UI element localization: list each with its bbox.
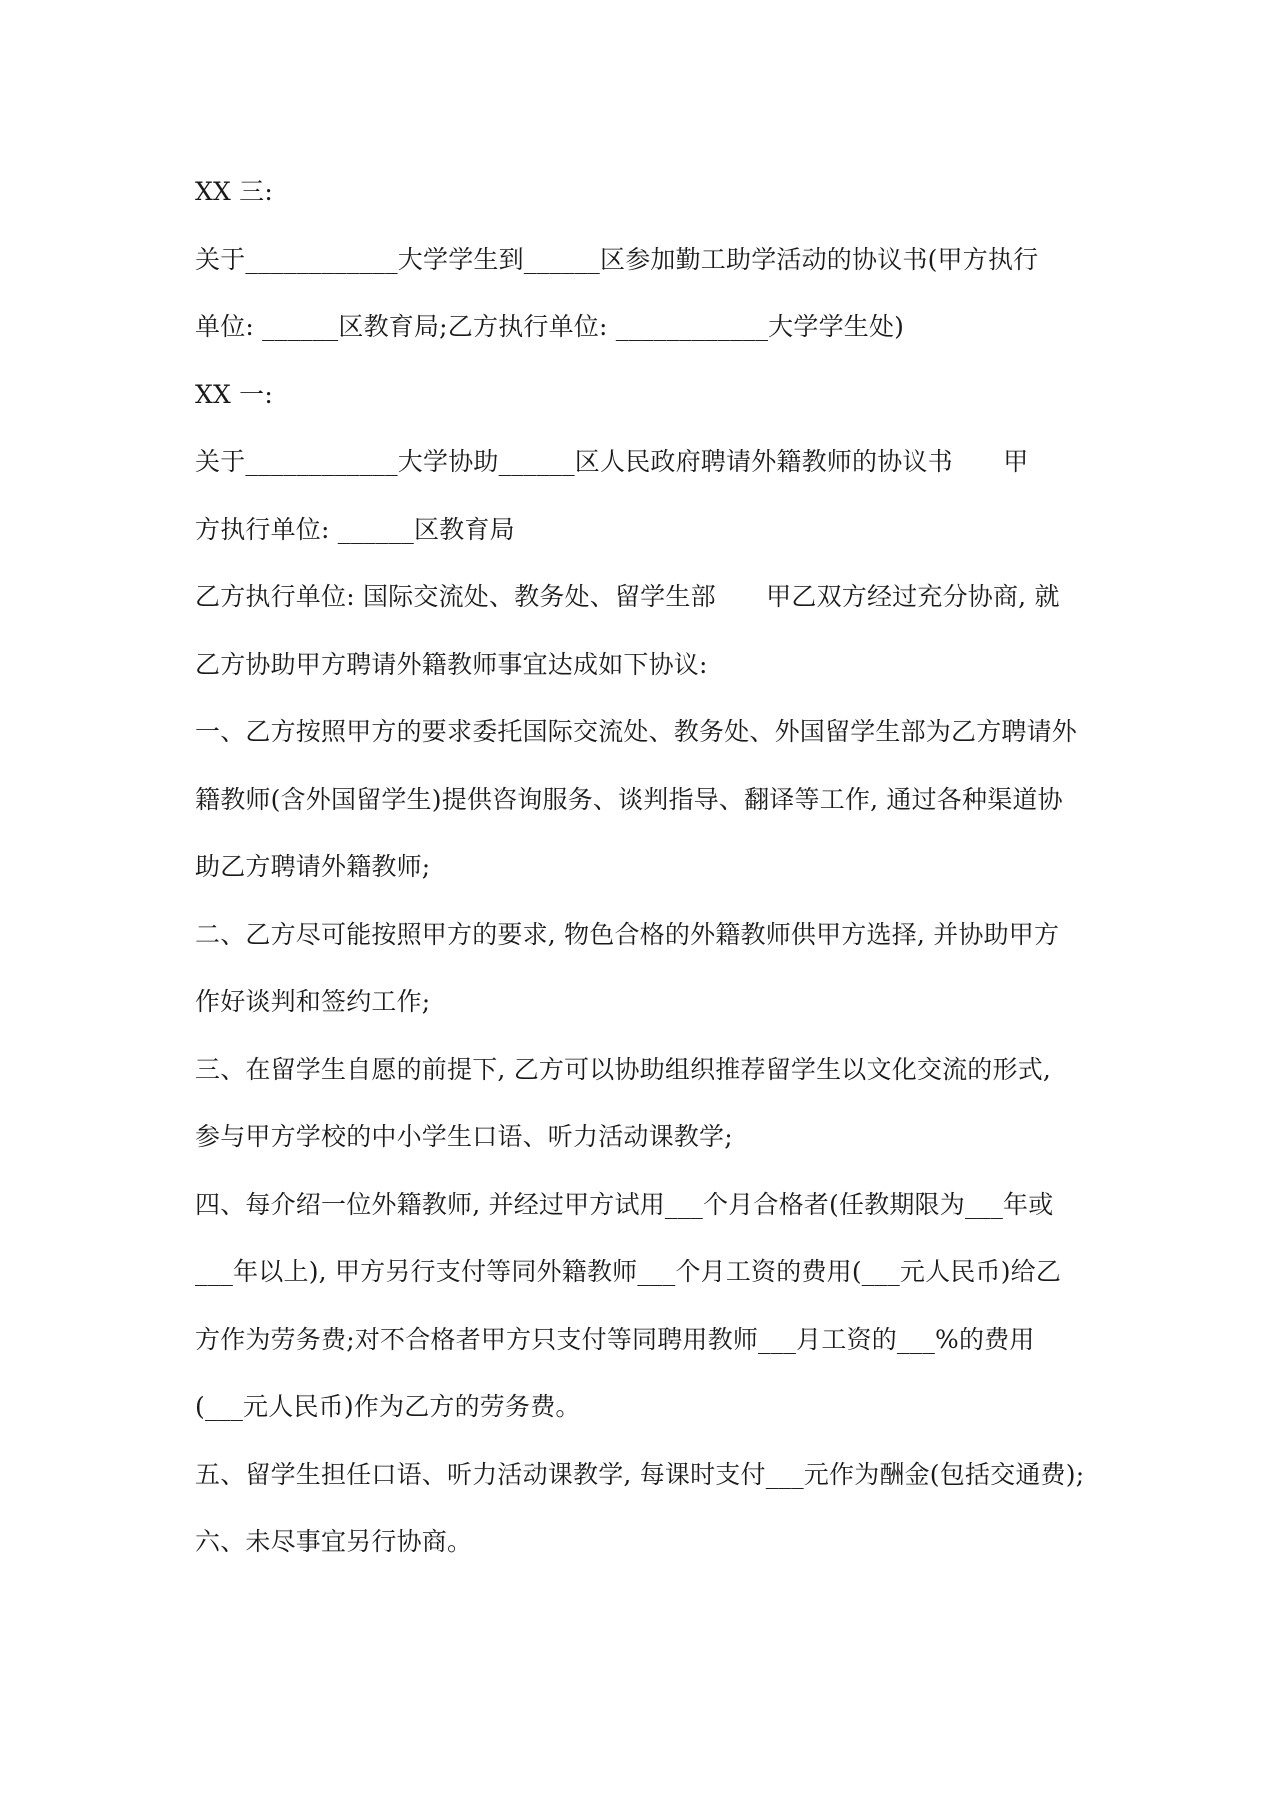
clause-1-line-1: 一、乙方按照甲方的要求委托国际交流处、教务处、外国留学生部为乙方聘请外 (195, 717, 1078, 746)
document-body (195, 158, 1095, 1576)
clause-5: 五、留学生担任口语、听力活动课教学, 每课时支付___元作为酬金(包括交通费); (195, 1459, 1085, 1489)
agreement-intro: 乙方协助甲方聘请外籍教师事宜达成如下协议: (195, 649, 708, 679)
clause-1-line-2: 籍教师(含外国留学生)提供咨询服务、谈判指导、翻译等工作, 通过各种渠道协 (195, 784, 1063, 814)
clause-3-line-2: 参与甲方学校的中小学生口语、听力活动课教学; (195, 1122, 733, 1151)
agreement-title-line-3: 关于____________大学协助______区人民政府聘请外籍教师的协议书 甲 (195, 447, 1029, 476)
party-a-unit: 方执行单位: ______区教育局 (195, 514, 515, 544)
section-heading-xx-1: XX 一: (195, 379, 273, 409)
party-b-unit: 乙方执行单位: 国际交流处、教务处、留学生部 甲乙双方经过充分协商, 就 (195, 582, 1060, 611)
clause-2-line-1: 二、乙方尽可能按照甲方的要求, 物色合格的外籍教师供甲方选择, 并协助甲方 (195, 919, 1060, 949)
clause-1-line-3: 助乙方聘请外籍教师; (195, 852, 431, 881)
clause-4-line-4: (___元人民币)作为乙方的劳务费。 (195, 1392, 581, 1421)
agreement-title-line-1: 关于____________大学学生到______区参加勤工助学活动的协议书(甲方执行 (195, 244, 1039, 274)
clause-4-line-3: 方作为劳务费;对不合格者甲方只支付等同聘用教师___月工资的___%的费用 (195, 1324, 1035, 1354)
clause-4-line-1: 四、每介绍一位外籍教师, 并经过甲方试用___个月合格者(任教期限为___年或 (195, 1189, 1054, 1219)
clause-4-line-2: ___年以上), 甲方另行支付等同外籍教师___个月工资的费用(___元人民币)给乙 (195, 1257, 1062, 1286)
clause-3-line-1: 三、在留学生自愿的前提下, 乙方可以协助组织推荐留学生以文化交流的形式, (195, 1054, 1052, 1084)
clause-6: 六、未尽事宜另行协商。 (195, 1527, 473, 1556)
clause-2-line-2: 作好谈判和签约工作; (195, 987, 431, 1016)
section-heading-xx-3: XX 三: (195, 177, 273, 206)
agreement-title-line-2: 单位: ______区教育局;乙方执行单位: ____________大学学生处) (195, 312, 905, 341)
